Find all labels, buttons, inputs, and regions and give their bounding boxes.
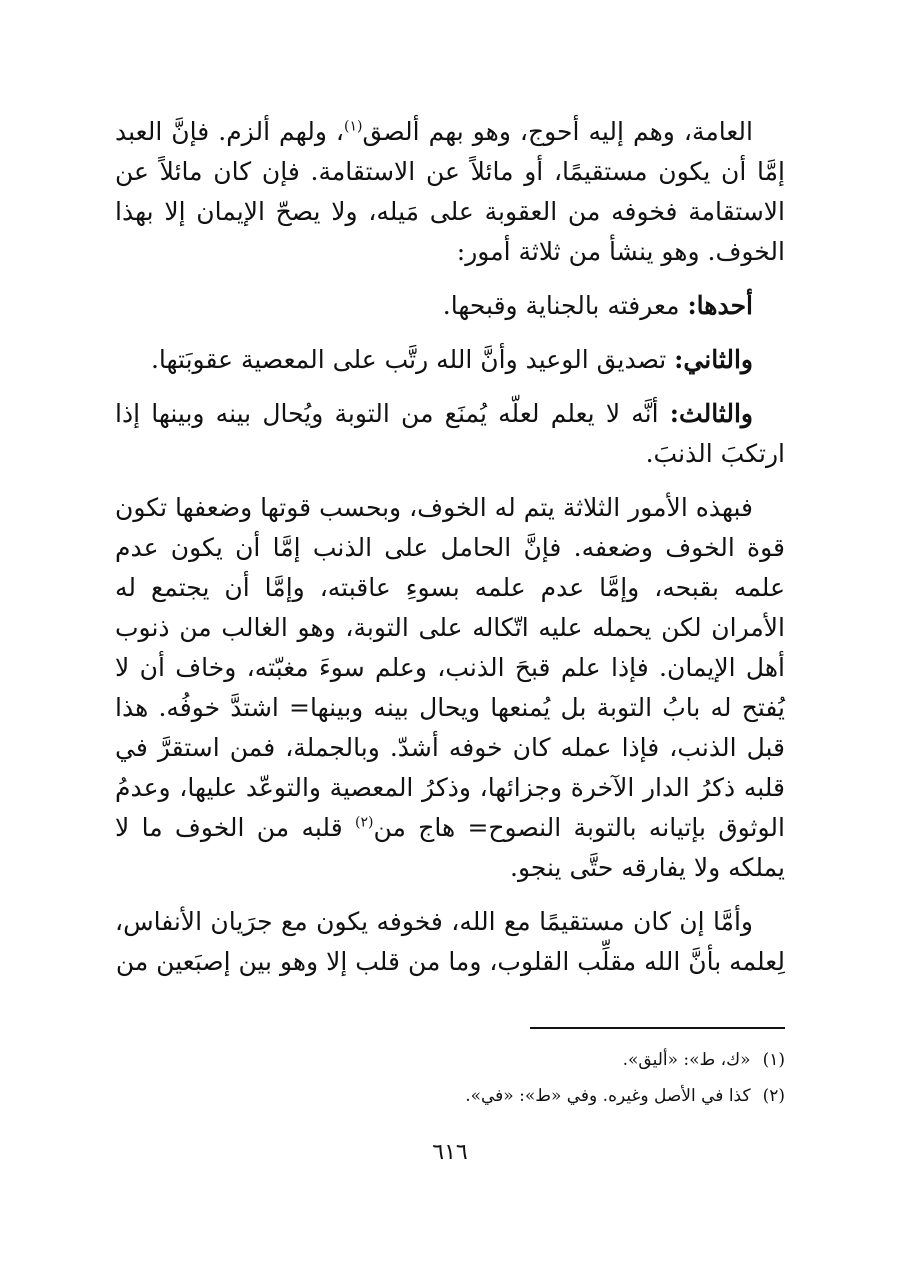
footnote-text: «ك، ط»: «أليق». — [622, 1050, 751, 1070]
paragraph-text-cont: قلبه من الخوف ما لا يملكه ولا يفارقه حتَّى ينجو. — [115, 813, 785, 882]
footnote-ref-1[interactable]: (١) — [344, 118, 363, 135]
paragraph-upright — [115, 902, 785, 982]
paragraph-second-matter — [115, 340, 785, 380]
paragraph-lead: أحدها: — [687, 291, 753, 320]
paragraph-text: العامة، وهم إليه أحوج، وهو بهم ألصق — [362, 117, 753, 146]
paragraph-third-matter — [115, 394, 785, 474]
footnote-number: (٢) — [762, 1086, 785, 1106]
footnote-divider — [530, 1027, 785, 1029]
paragraph-lead: والثالث: — [669, 399, 753, 428]
footnotes — [115, 1042, 785, 1114]
paragraph-text: فبهذه الأمور الثلاثة يتم له الخوف، وبحسب قوتها وضعفها تكون قوة الخوف وضعفه. فإنَّ الحامل على الذنب إمَّا أن يكون عدم علمه بقبحه، وإمَّا عدم علمه بسوءِ عاقبته، وإمَّا أن يجتمع له الأمران لكن يحمله عليه اتّكاله على التوبة، وهو الغالب من ذنوب أهل الإيمان. فإذا علم قبحَ الذنب، وعلم سوءَ مغبّته، وخاف أن لا يُفتح له بابُ التوبة بل يُمنعها ويحال بينه وبينها= اشتدَّ خوفُه. هذا قبل الذنب، فإذا عمله كان خوفه أشدّ. وبالجملة، فمن استقرَّ في قلبه ذكرُ الدار الآخرة وجزائها، وذكرُ المعصية والتوعّد عليها، وعدمُ الوثوق بإتيانه بالتوبة النصوح= هاج من — [115, 493, 785, 842]
footnote-1 — [115, 1042, 785, 1078]
footnote-number: (١) — [762, 1050, 785, 1070]
paragraph-text: تصديق الوعيد وأنَّ الله رتَّب على المعصية عقوبَتها. — [150, 345, 675, 374]
paragraph-lead: والثاني: — [674, 345, 753, 374]
page-number: ٦١٦ — [432, 1140, 468, 1165]
paragraph-text: معرفته بالجناية وقبحها. — [442, 291, 688, 320]
paragraph-intro — [115, 112, 785, 272]
paragraph-fear-causes — [115, 488, 785, 888]
paragraph-text: أنَّه لا يعلم لعلّه يُمنَع من التوبة ويُحال بينه وبينها إذا ارتكبَ الذنبَ. — [115, 399, 785, 468]
footnote-text: كذا في الأصل وغيره. وفي «ط»: «في». — [465, 1086, 751, 1106]
main-text — [115, 112, 785, 996]
footnote-2 — [115, 1078, 785, 1114]
paragraph-text-cont: ، ولهم ألزم. فإنَّ العبد إمَّا أن يكون مستقيمًا، أو مائلاً عن الاستقامة. فإن كان مائلاً عن الاستقامة فخوفه من العقوبة على مَيله، ولا يصحّ الإيمان إلا بهذا الخوف. وهو ينشأ من ثلاثة أمور: — [115, 117, 785, 266]
paragraph-first-matter — [115, 286, 785, 326]
footnote-ref-2[interactable]: (٢) — [354, 814, 374, 831]
paragraph-text: وأمَّا إن كان مستقيمًا مع الله، فخوفه يكون مع جرَيان الأنفاس، لِعلمه بأنَّ الله مقلِّب القلوب، وما من قلب إلا وهو بين إصبَعين من — [115, 907, 785, 976]
